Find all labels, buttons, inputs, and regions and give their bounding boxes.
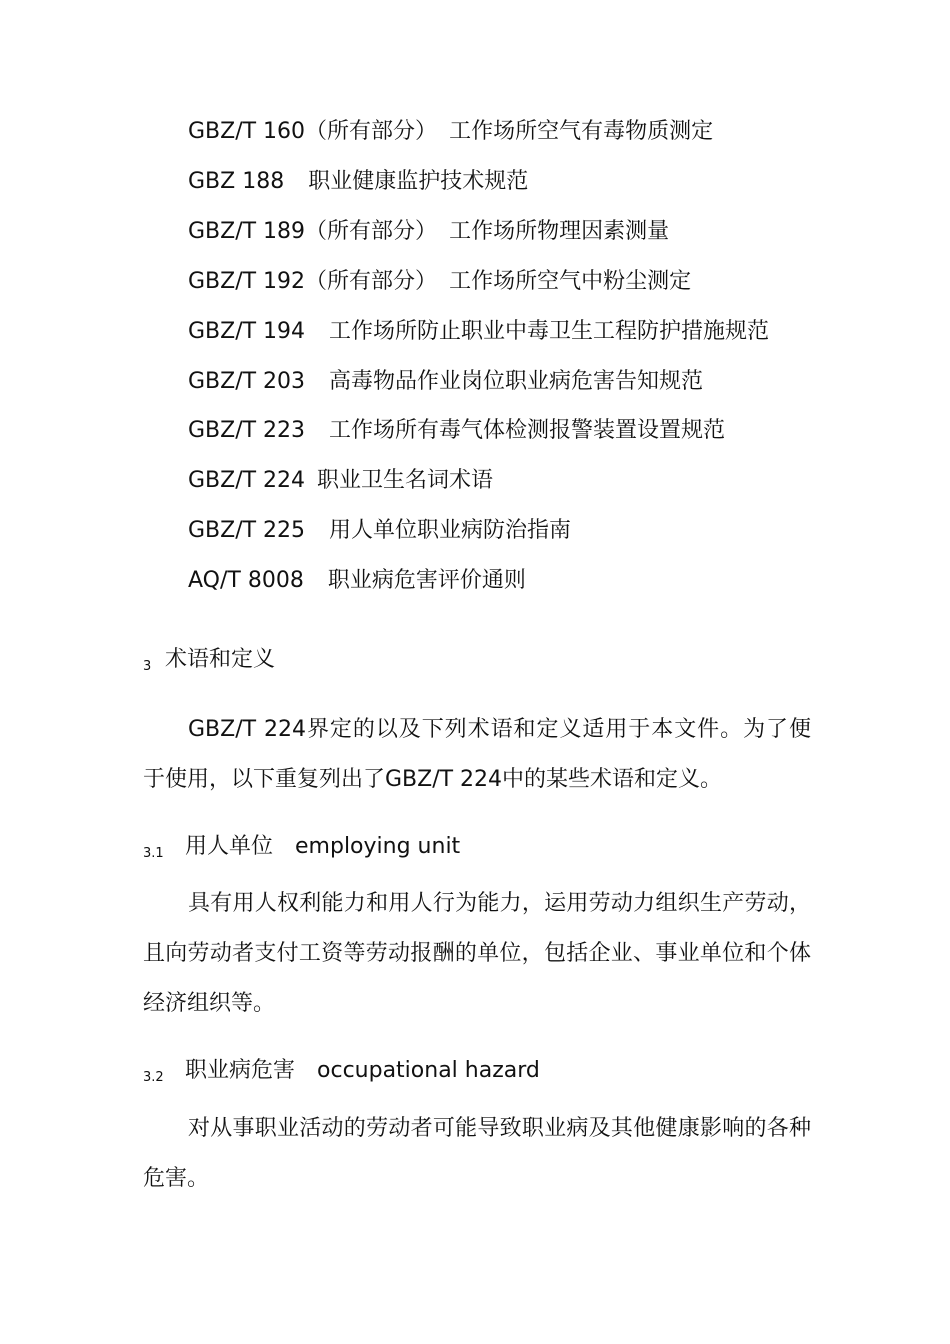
reference-code: GBZ/T 223 bbox=[188, 418, 306, 443]
reference-code: AQ/T 8008 bbox=[188, 568, 304, 593]
reference-title: 工作场所物理因素测量 bbox=[449, 219, 670, 244]
reference-item bbox=[188, 167, 528, 197]
reference-title: 职业病危害评价通则 bbox=[327, 568, 526, 593]
reference-title: 职业卫生名词术语 bbox=[317, 468, 494, 493]
reference-item bbox=[188, 367, 703, 397]
term-title-en: occupational hazard bbox=[317, 1058, 540, 1083]
reference-code: GBZ 188 bbox=[188, 169, 285, 194]
reference-code: GBZ/T 192（所有部分） bbox=[188, 269, 438, 294]
reference-code: GBZ/T 225 bbox=[188, 518, 306, 543]
reference-title: 工作场所空气中粉尘测定 bbox=[449, 269, 692, 294]
term-definition: 具有用人权利能力和用人行为能力，运用劳动力组织生产劳动，且向劳动者支付工资等劳动报酬的单位，包括企业、事业单位和个体经济组织等。 bbox=[143, 891, 811, 1016]
section-title: 术语和定义 bbox=[165, 647, 276, 672]
reference-item bbox=[188, 267, 691, 297]
reference-item bbox=[188, 117, 713, 147]
section-heading bbox=[143, 645, 275, 682]
reference-title: 工作场所有毒气体检测报警装置设置规范 bbox=[329, 418, 726, 443]
section-intro-paragraph: GBZ/T 224界定的以及下列术语和定义适用于本文件。为了便于使用，以下重复列出了GBZ/T 224中的某些术语和定义。 bbox=[143, 717, 811, 792]
term-title-zh: 职业病危害 bbox=[185, 1058, 296, 1083]
reference-title: 高毒物品作业岗位职业病危害告知规范 bbox=[329, 369, 704, 394]
reference-code: GBZ/T 224 bbox=[188, 468, 306, 493]
term-definition: 对从事职业活动的劳动者可能导致职业病及其他健康影响的各种危害。 bbox=[143, 1116, 811, 1191]
term-number: 3.2 bbox=[143, 1070, 164, 1085]
term-title-en: employing unit bbox=[295, 834, 461, 859]
reference-title: 工作场所空气有毒物质测定 bbox=[449, 119, 714, 144]
term-heading bbox=[143, 832, 460, 869]
reference-item bbox=[188, 416, 725, 446]
reference-title: 职业健康监护技术规范 bbox=[308, 169, 529, 194]
reference-title: 用人单位职业病防治指南 bbox=[329, 518, 572, 543]
reference-item bbox=[188, 516, 571, 546]
reference-code: GBZ/T 160（所有部分） bbox=[188, 119, 438, 144]
reference-item bbox=[188, 217, 669, 247]
section-number: 3 bbox=[143, 659, 152, 674]
term-heading bbox=[143, 1056, 540, 1093]
reference-code: GBZ/T 203 bbox=[188, 369, 306, 394]
term-title-zh: 用人单位 bbox=[185, 834, 274, 859]
reference-item bbox=[188, 566, 526, 596]
term-number: 3.1 bbox=[143, 846, 164, 861]
reference-item bbox=[188, 317, 769, 347]
reference-code: GBZ/T 194 bbox=[188, 319, 306, 344]
reference-title: 工作场所防止职业中毒卫生工程防护措施规范 bbox=[329, 319, 770, 344]
reference-code: GBZ/T 189（所有部分） bbox=[188, 219, 438, 244]
reference-item bbox=[188, 466, 493, 496]
